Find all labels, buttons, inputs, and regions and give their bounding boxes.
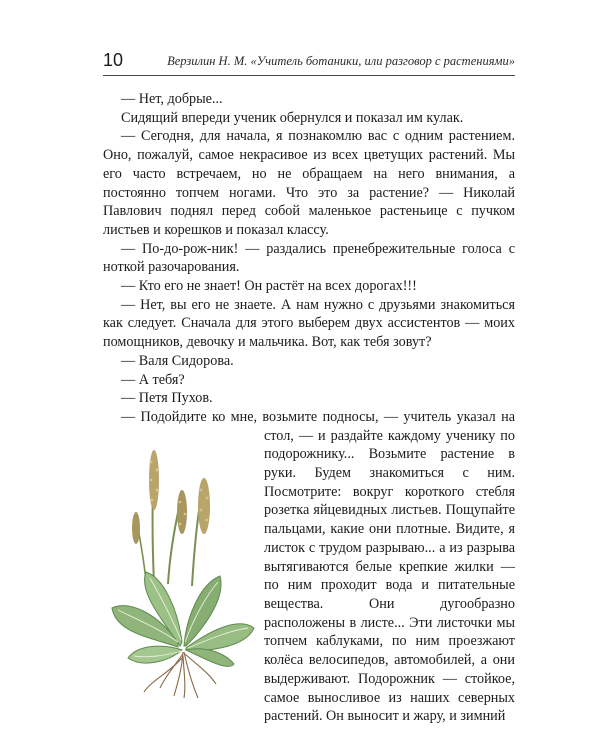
paragraph: Сидящий впереди ученик обернулся и показал им кулак.: [121, 109, 464, 126]
paragraph: — А тебя?: [121, 371, 185, 388]
paragraph: — Нет, добрые...: [121, 91, 223, 107]
paragraph: — Нет, вы его не знаете. А нам нужно с друзьями знакомиться как следует. Сначала для этого выберем двух ассистентов — моих помощников, девочку и мальчика. Вот, как тебя зовут?: [103, 296, 515, 351]
running-title: Верзилин Н. М. «Учитель ботаники, или разговор с растениями»: [167, 54, 515, 68]
paragraph: — Подойдите ко мне, возьмите подносы, — учитель указал на стол, — и раздайте каждому ученику по подорожнику... Возьмите растение в руки. Будем знакомиться с ним. Посмотрите: вокруг короткого стебля розетка яйцевидных листьев. Пощупайте пальцами, какие они плотные. Видите, я листок с трудом разрываю... а из разрыва вытягиваются белые крепкие жилки — по ним проходит вода и питательные вещества. Они дугообразно расположены в листе... Эти листочки мы топчем каблуками, по ним проезжают колёса велосипедов, автомобилей, а они выдерживают. Подорожник — стойкое, самое выносливое из наших северных растений. Он выносит и жару, и зимний: [103, 408, 515, 726]
paragraph: — Валя Сидорова.: [121, 352, 234, 369]
body-text: [103, 90, 515, 726]
illustration-wrap-box: [103, 428, 264, 716]
header-rule: [103, 75, 515, 76]
paragraph: — По-до-рож-ник! — раздались пренебрежительные голоса с ноткой разочарования.: [103, 240, 515, 276]
paragraph: — Сегодня, для начала, я познакомлю вас с одним растением. Оно, пожалуй, самое некрасивое из всех цветущих растений. Мы его часто встречаем, но не обращаем на него внимания, а постоянно топчем ногами. Что это за растение? — Николай Павлович поднял перед собой маленькое растеньице с пучком листьев и корешков и показал классу.: [103, 128, 515, 238]
paragraph: — Кто его не знает! Он растёт на всех дорогах!!!: [121, 278, 417, 295]
page-header: [103, 44, 515, 76]
page-number: 10: [103, 50, 124, 70]
paragraph: — Петя Пухов.: [121, 390, 213, 407]
